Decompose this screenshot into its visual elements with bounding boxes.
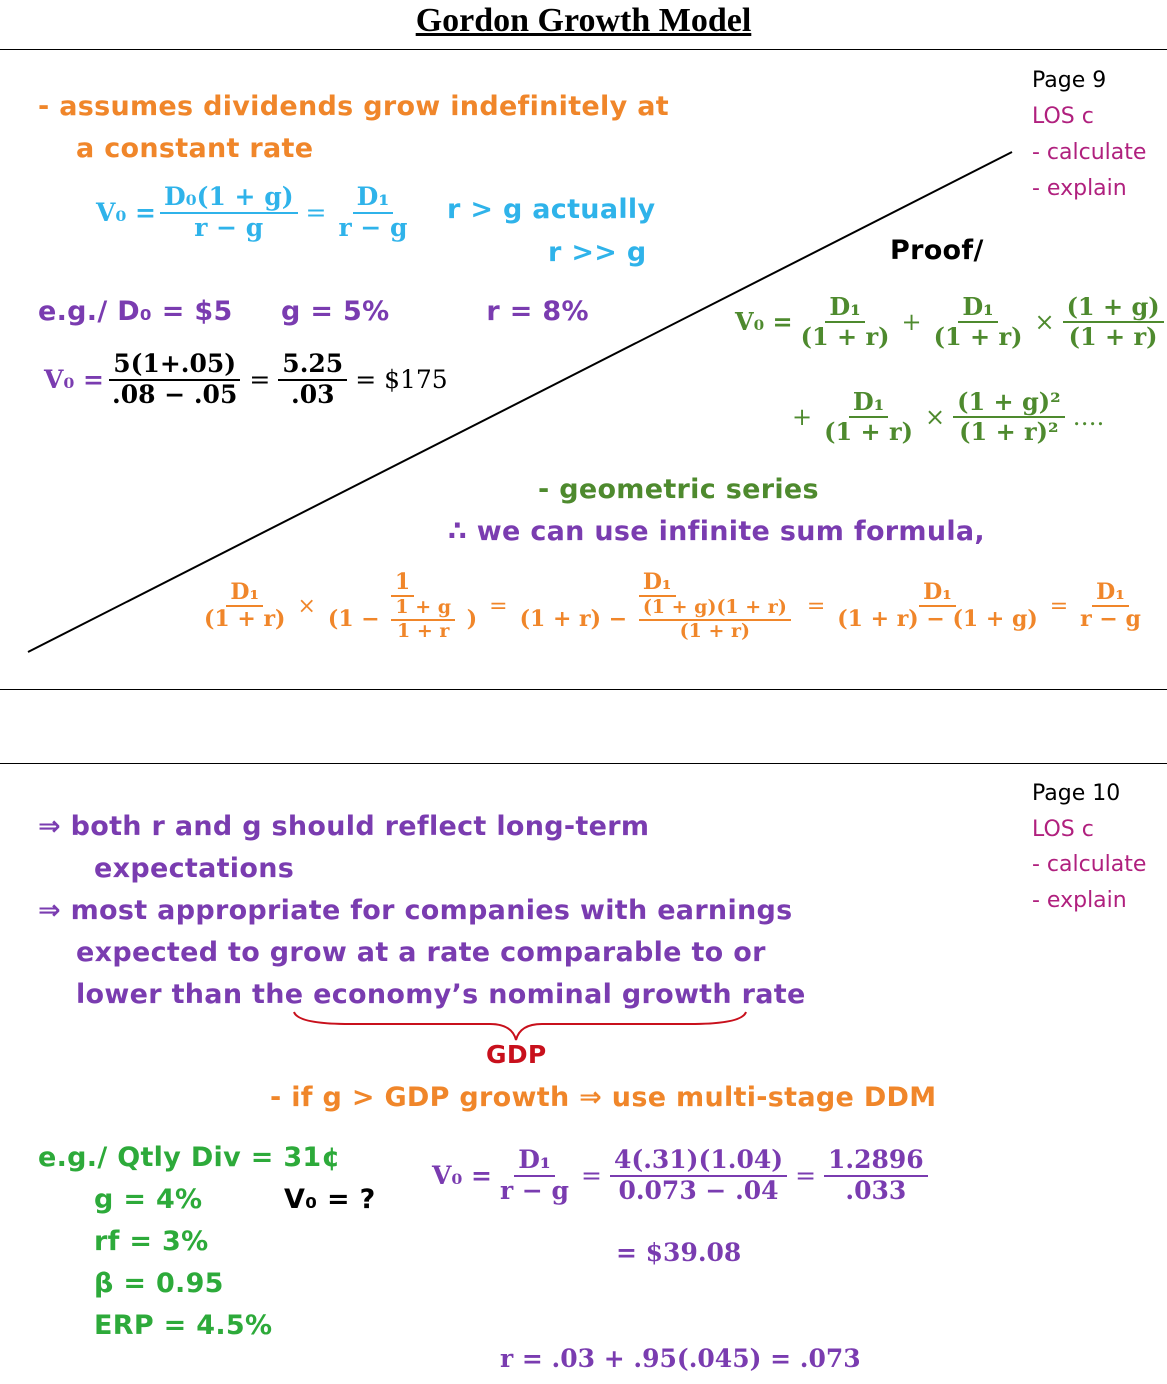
denominator: r − g — [338, 212, 408, 242]
equals-sign: = — [489, 593, 508, 619]
proof-term-4 — [820, 388, 917, 445]
denominator: (1 + r) — [933, 321, 1023, 351]
los-ref-1: LOS c — [1032, 104, 1094, 129]
denominator: .03 — [290, 379, 335, 409]
numerator: D₁ — [353, 183, 394, 214]
proof-term-5 — [953, 388, 1065, 445]
example-g: g = 4% — [94, 1184, 203, 1215]
r-much-greater-g-note: r >> g — [548, 237, 647, 268]
calc-result: = $175 — [355, 365, 448, 395]
numerator: (1 + g) — [1063, 293, 1164, 323]
denominator: (1 + r) — [1068, 321, 1158, 351]
example-erp: ERP = 4.5% — [94, 1310, 273, 1341]
proof-term-1 — [797, 293, 894, 350]
equals-sign: = — [806, 593, 826, 619]
times-sign: × — [1034, 307, 1055, 336]
proof-series-line-1 — [735, 293, 1167, 350]
numerator: 5.25 — [278, 350, 347, 381]
numerator: D₀(1 + g) — [160, 183, 298, 214]
numerator: 1 + g — [391, 597, 455, 621]
denominator: (1 + r) — [800, 321, 890, 351]
denominator: 1 + r — [397, 620, 450, 643]
numerator: D₁ — [958, 293, 997, 323]
equals-sign: = — [1049, 593, 1069, 619]
calc-fraction-2 — [610, 1146, 787, 1206]
example-rf: rf = 3% — [94, 1226, 209, 1257]
denominator — [324, 597, 481, 643]
equals-sign: = — [249, 365, 271, 395]
example-inputs: e.g./ D₀ = $5 g = 5% r = 8% — [38, 296, 589, 327]
plus-sign: + — [901, 307, 922, 336]
proof-lhs: V₀ = — [735, 307, 793, 337]
numerator: 1 — [391, 570, 414, 597]
gordon-formula — [96, 183, 416, 243]
los-bullet-explain-2: - explain — [1032, 888, 1127, 913]
denominator: (1 + r) — [824, 416, 913, 446]
los-bullet-calculate-1: - calculate — [1032, 140, 1147, 165]
calc-fraction-3 — [824, 1146, 928, 1206]
denominator: .08 − .05 — [112, 379, 238, 409]
nested-fraction — [639, 597, 791, 643]
calc-lhs: V₀ = — [44, 365, 104, 395]
formula-lhs: V₀ = — [96, 198, 156, 228]
numerator: (1 + g)² — [953, 388, 1065, 418]
numerator: D₁ — [514, 1146, 555, 1177]
denominator: (1 + r) — [679, 620, 750, 643]
numerator: D₁ — [825, 293, 864, 323]
numerator: D₁ — [1092, 580, 1129, 607]
note-long-term-line-2: expectations — [94, 853, 295, 884]
deriv-term-e — [1076, 580, 1145, 633]
page-ref-2: Page 10 — [1032, 781, 1121, 806]
infinite-sum-derivation — [196, 570, 1149, 643]
proof-term-3 — [1063, 293, 1164, 350]
divider-section-2-start — [0, 763, 1167, 764]
numerator: D₁ — [849, 388, 888, 418]
numerator: (1 + g)(1 + r) — [639, 597, 791, 621]
proof-label: Proof/ — [890, 235, 984, 266]
example-2-result: = $39.08 — [616, 1238, 742, 1267]
times-sign: × — [297, 593, 316, 619]
r-greater-g-note: r > g actually — [447, 194, 656, 225]
deriv-term-b — [324, 570, 481, 643]
page-ref-1: Page 9 — [1032, 68, 1107, 93]
formula-fraction-1 — [160, 183, 298, 243]
denominator: (1 + r) — [204, 606, 286, 633]
calc-lhs: V₀ = — [432, 1161, 492, 1191]
den-prefix: (1 + r) − — [519, 606, 628, 633]
numerator: 1.2896 — [824, 1146, 928, 1177]
v0-question: V₀ = ? — [284, 1184, 376, 1215]
times-sign: × — [924, 402, 946, 431]
divider-section-1-end — [0, 689, 1167, 690]
ellipsis: …. — [1072, 402, 1105, 431]
denominator: r − g — [500, 1175, 570, 1205]
deriv-term-d — [833, 580, 1041, 633]
required-return-calc: r = .03 + .95(.045) = .073 — [500, 1344, 861, 1373]
den-suffix: ) — [466, 606, 478, 633]
formula-fraction-2 — [334, 183, 411, 243]
proof-series-line-2 — [788, 388, 1108, 445]
numerator: D₁ — [226, 580, 263, 607]
deriv-term-a — [200, 580, 289, 633]
note-long-term-line-1: ⇒ both r and g should reflect long-term — [38, 811, 650, 842]
example-calculation — [44, 350, 452, 410]
example-2-calculation — [432, 1146, 932, 1206]
geometric-series-note: - geometric series — [538, 474, 819, 505]
denominator: (1 + r) − (1 + g) — [837, 606, 1038, 633]
los-bullet-explain-1: - explain — [1032, 176, 1127, 201]
calc-fraction-1 — [108, 350, 241, 410]
nested-fraction — [391, 597, 455, 643]
assumption-line-2: a constant rate — [76, 133, 314, 164]
denominator: (1 + r)² — [959, 416, 1059, 446]
note-appropriate-line-2: expected to grow at a rate comparable to or — [76, 937, 766, 968]
infinite-sum-note: ∴ we can use infinite sum formula, — [448, 516, 985, 547]
los-ref-2: LOS c — [1032, 817, 1094, 842]
page-title: Gordon Growth Model — [415, 2, 752, 39]
numerator: D₁ — [639, 570, 676, 597]
example-qtly-div: e.g./ Qtly Div = 31¢ — [38, 1142, 341, 1173]
denominator: .033 — [845, 1175, 907, 1205]
equals-sign: = — [581, 1161, 602, 1191]
numerator: 4(.31)(1.04) — [610, 1146, 787, 1177]
calc-fraction-2 — [278, 350, 347, 410]
calc-fraction-1 — [496, 1146, 573, 1206]
denominator: r − g — [1080, 606, 1141, 633]
proof-term-2 — [930, 293, 1027, 350]
equals-sign: = — [305, 198, 327, 228]
economy-growth-phrase: economy’s nominal growth rate — [313, 979, 806, 1010]
note-appropriate-line-1: ⇒ most appropriate for companies with earnings — [38, 895, 793, 926]
numerator: 5(1+.05) — [109, 350, 240, 381]
plus-sign: + — [792, 402, 813, 431]
los-bullet-calculate-2: - calculate — [1032, 852, 1147, 877]
denominator — [516, 597, 799, 643]
denominator: r − g — [194, 212, 264, 242]
den-prefix: (1 − — [327, 606, 380, 633]
numerator: D₁ — [919, 580, 956, 607]
equals-sign: = — [795, 1161, 817, 1191]
deriv-term-c — [516, 570, 799, 643]
example-beta: β = 0.95 — [94, 1268, 224, 1299]
note-appropriate-line-3 — [76, 979, 806, 1010]
denominator: 0.073 − .04 — [618, 1175, 779, 1205]
assumption-line-1: - assumes dividends grow indefinitely at — [38, 91, 669, 122]
multistage-note: - if g > GDP growth ⇒ use multi-stage DDM — [270, 1082, 937, 1113]
gdp-label: GDP — [486, 1040, 547, 1069]
text-segment: lower than the — [76, 979, 314, 1010]
